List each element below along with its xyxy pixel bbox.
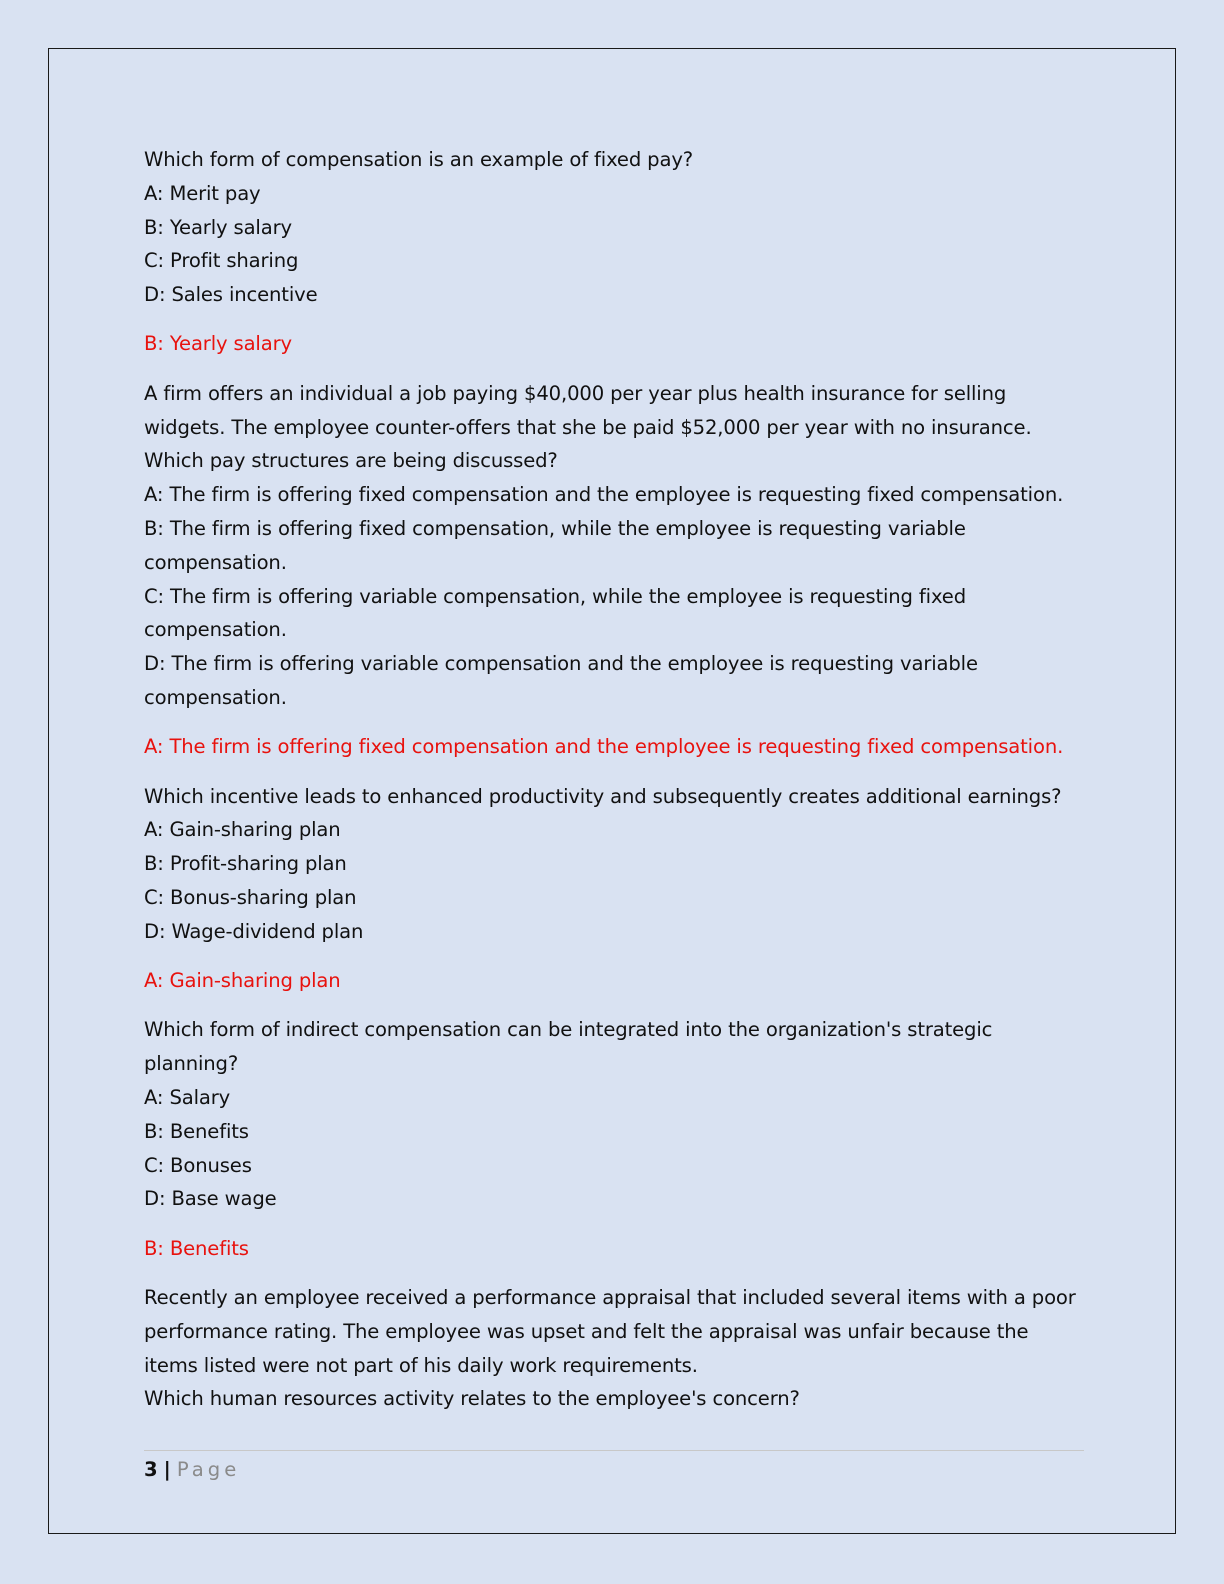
option-c: C: Profit sharing [144, 249, 299, 273]
page-footer [144, 1455, 240, 1485]
answer-text [144, 964, 1084, 998]
question-text: Which human resources activity relates to the employee's concern? [144, 1387, 800, 1411]
question-text: Which form of indirect compensation can be integrated into the organization's strategic [144, 1018, 993, 1042]
page-number: 3 [144, 1458, 158, 1481]
question-text: Which incentive leads to enhanced productivity and subsequently creates additional earnings? [144, 784, 1062, 808]
answer-text [144, 327, 1084, 361]
option-a: A: Gain-sharing plan [144, 818, 341, 842]
option-d: D: Base wage [144, 1187, 277, 1211]
page-label: Page [176, 1458, 241, 1481]
page-separator: | [163, 1458, 171, 1481]
question-block [144, 1281, 1084, 1416]
question-text: Recently an employee received a performance appraisal that included several items with a poor [144, 1285, 1076, 1309]
option-a: A: Salary [144, 1085, 231, 1109]
answer-text [144, 1232, 1084, 1266]
answer-line: A: The firm is offering fixed compensation and the employee is requesting fixed compensation. [144, 735, 1064, 759]
option-d: D: Sales incentive [144, 283, 318, 307]
question-text: items listed were not part of his daily work requirements. [144, 1353, 698, 1377]
question-text: Which form of compensation is an example of fixed pay? [144, 148, 694, 171]
option-a: A: The firm is offering fixed compensation and the employee is requesting fixed compensation. [144, 483, 1064, 507]
option-b: B: The firm is offering fixed compensation, while the employee is requesting variable [144, 516, 966, 540]
footer-divider [144, 1450, 1084, 1451]
option-d: compensation. [144, 685, 287, 709]
option-b: B: Yearly salary [144, 215, 292, 239]
option-b: compensation. [144, 550, 287, 574]
option-d: D: The firm is offering variable compensation and the employee is requesting variable [144, 652, 978, 676]
option-c: C: The firm is offering variable compensation, while the employee is requesting fixed [144, 584, 966, 608]
document-body [144, 143, 1084, 1432]
question-block [144, 780, 1084, 949]
option-b: B: Benefits [144, 1119, 249, 1143]
question-text: planning? [144, 1052, 239, 1076]
option-a: A: Merit pay [144, 181, 261, 205]
question-text: widgets. The employee counter-offers that she be paid $52,000 per year with no insurance. [144, 415, 1032, 439]
option-c: compensation. [144, 618, 287, 642]
question-text: Which pay structures are being discussed? [144, 449, 558, 473]
answer-line: B: Benefits [144, 1236, 249, 1260]
question-block [144, 1013, 1084, 1216]
option-c: C: Bonus-sharing plan [144, 885, 357, 909]
option-d: D: Wage-dividend plan [144, 919, 364, 943]
option-c: C: Bonuses [144, 1153, 252, 1177]
answer-line: A: Gain-sharing plan [144, 969, 341, 993]
question-block [144, 377, 1084, 715]
answer-line: B: Yearly salary [144, 332, 292, 356]
question-block [144, 143, 1084, 312]
answer-text [144, 730, 1084, 764]
option-b: B: Profit-sharing plan [144, 852, 347, 876]
question-text: performance rating. The employee was upset and felt the appraisal was unfair because the [144, 1319, 1029, 1343]
question-text: A firm offers an individual a job paying $40,000 per year plus health insurance for selling [144, 381, 1007, 405]
